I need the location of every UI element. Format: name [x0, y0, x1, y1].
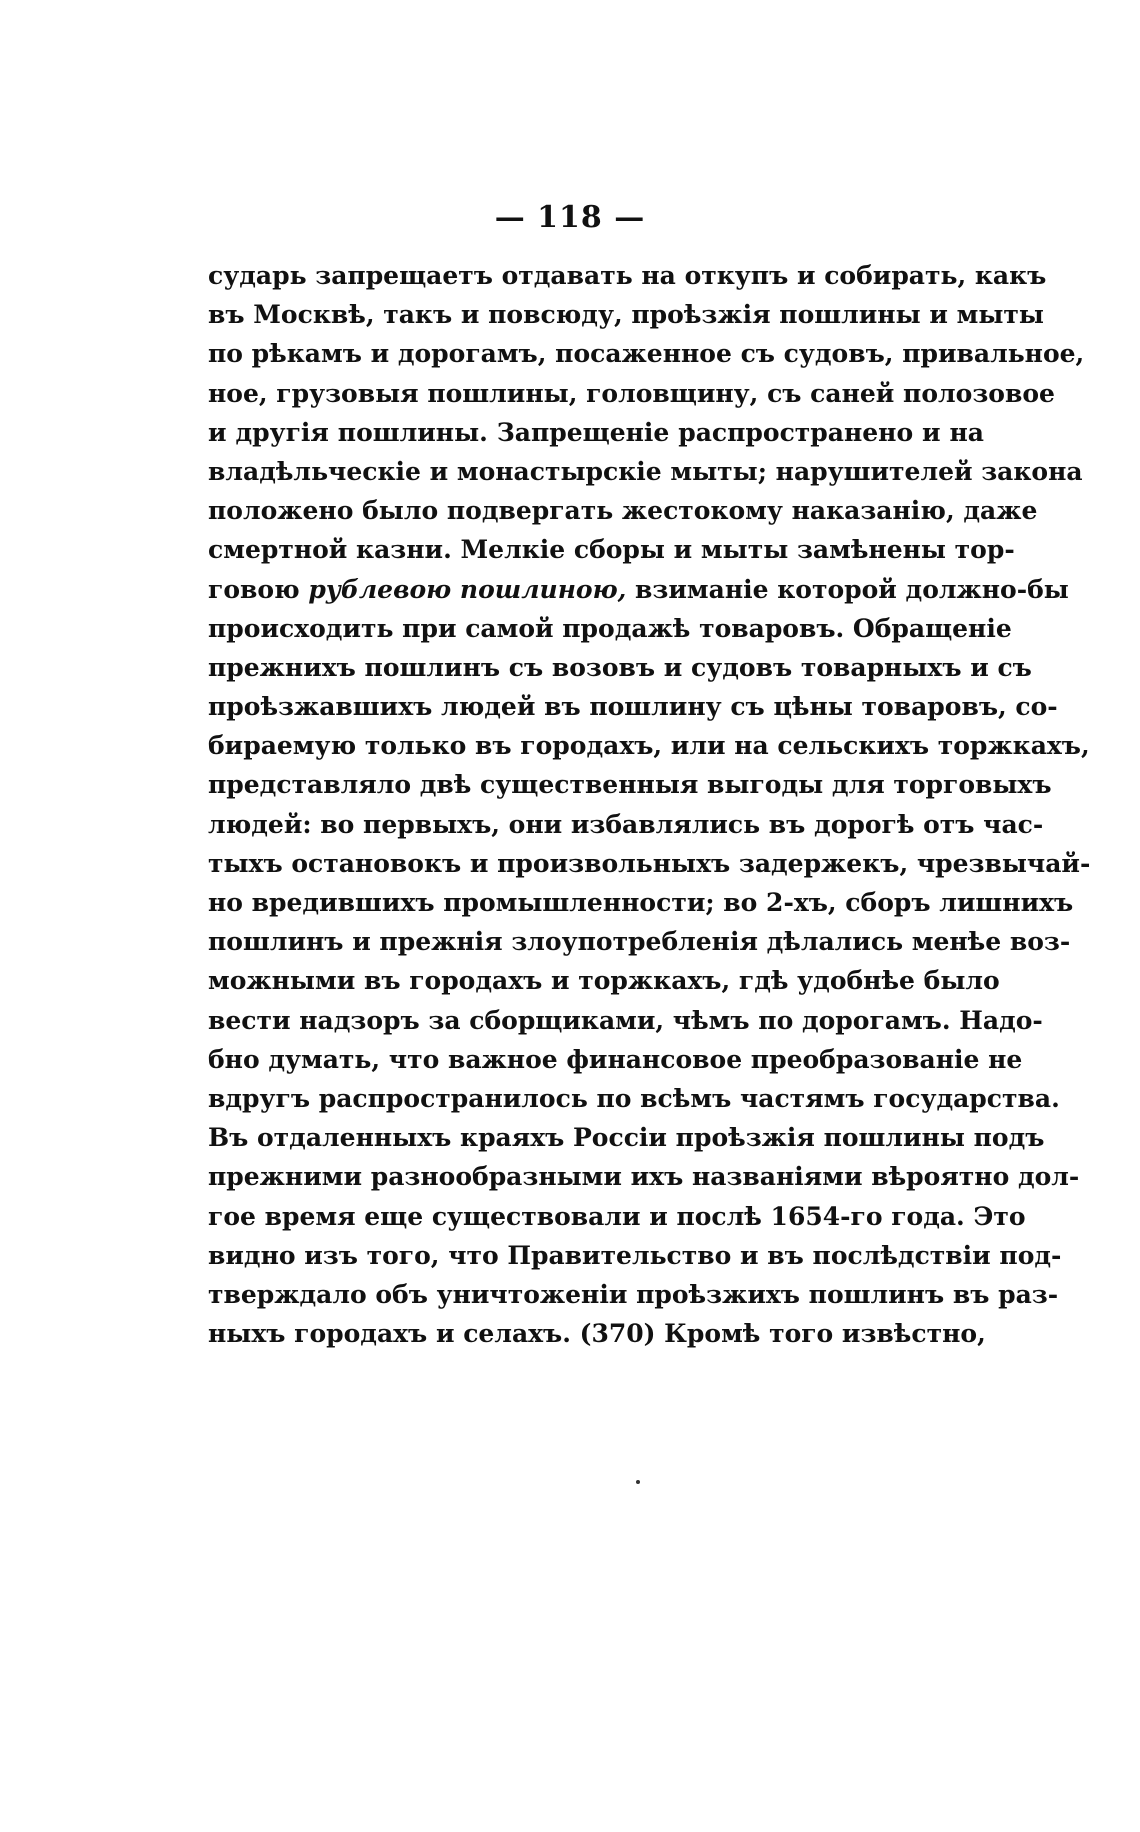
- page-number: — 118 —: [494, 200, 646, 235]
- text-line-12: проѣзжавшихъ людей въ пошлину съ цѣны товаровъ, со-: [208, 692, 1058, 722]
- text-line-21: бно думать, что важное финансовое преобразованіе не: [208, 1044, 1023, 1074]
- italic-phrase: рублевою пошлиною,: [308, 574, 627, 604]
- text-line-24: прежними разнообразными ихъ названіями вѣроятно дол-: [208, 1162, 1080, 1192]
- text-line-18: пошлинъ и прежнія злоупотребленія дѣлались менѣе воз-: [208, 927, 1071, 957]
- text-line-15: людей: во первыхъ, они избавлялись въ дорогѣ отъ час-: [208, 809, 1044, 839]
- text-line-11: прежнихъ пошлинъ съ возовъ и судовъ товарныхъ и съ: [208, 652, 1032, 682]
- text-line-14: представляло двѣ существенныя выгоды для торговыхъ: [208, 770, 1052, 800]
- text-line-23: Въ отдаленныхъ краяхъ Россіи проѣзжія пошлины подъ: [208, 1123, 1045, 1153]
- text-line-3: по рѣкамъ и дорогамъ, посаженное съ судовъ, привальное,: [208, 339, 1085, 369]
- text-line-25: гое время еще существовали и послѣ 1654-го года. Это: [208, 1201, 1026, 1231]
- text-line-17: но вредившихъ промышленности; во 2-хъ, сборъ лишнихъ: [208, 888, 1074, 917]
- text-line-16: тыхъ остановокъ и произвольныхъ задержекъ, чрезвычай-: [208, 848, 1091, 878]
- text-line-6: владѣльческіе и монастырскіе мыты; нарушителей закона: [208, 456, 1083, 486]
- text-line-26: видно изъ того, что Правительство и въ послѣдствіи под-: [208, 1240, 1062, 1270]
- text-line-22: вдругъ распространилось по всѣмъ частямъ государства.: [208, 1083, 1060, 1113]
- text-line-28: ныхъ городахъ и селахъ. (370) Кромѣ того извѣстно,: [208, 1319, 986, 1349]
- text-line-10: происходить при самой продажѣ товаровъ. Обращеніе: [208, 613, 1012, 643]
- text-body: [208, 256, 1091, 1353]
- ink-speck: [636, 1480, 640, 1484]
- text-line-27: тверждало объ уничтоженіи проѣзжихъ пошлинъ въ раз-: [208, 1279, 1059, 1309]
- text-line-7: положено было подвергать жестокому наказанію, даже: [208, 496, 1038, 526]
- text-line-9-end: взиманіе которой должно-бы: [626, 574, 1069, 604]
- text-line-4: ное, грузовыя пошлины, головщину, съ саней полозовое: [208, 378, 1055, 408]
- text-line-19: можными въ городахъ и торжкахъ, гдѣ удобнѣе было: [208, 966, 1000, 996]
- text-line-9-start: говою: [208, 574, 309, 604]
- text-line-8: смертной казни. Мелкіе сборы и мыты замѣнены тор-: [208, 535, 1015, 565]
- text-line-1: сударь запрещаетъ отдавать на откупъ и собирать, какъ: [208, 261, 1047, 290]
- text-line-9: [208, 570, 1069, 609]
- text-line-13: бираемую только въ городахъ, или на сельскихъ торжкахъ,: [208, 731, 1090, 761]
- text-line-20: вести надзоръ за сборщиками, чѣмъ по дорогамъ. Надо-: [208, 1005, 1043, 1035]
- text-line-5: и другія пошлины. Запрещеніе распространено и на: [208, 417, 984, 447]
- text-line-2: въ Москвѣ, такъ и повсюду, проѣзжія пошлины и мыты: [208, 300, 1044, 330]
